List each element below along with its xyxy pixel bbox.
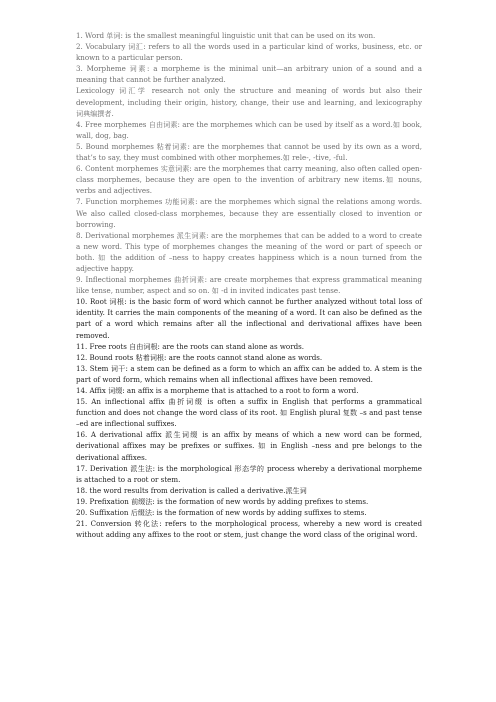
document-body: [76, 30, 422, 540]
definition-paragraph: 13. Stem 词干: a stem can be defined as a form to which an affix can be added to. A stem is the part of word form, which remains when all inflectional affixes have been removed.: [76, 363, 422, 384]
definition-paragraph: 3. Morpheme 词素: a morpheme is the minimal unit—an arbitrary union of a sound and a meaning that cannot be further analyzed.: [76, 64, 422, 85]
definition-paragraph: 12. Bound roots 粘着词根: are the roots cannot stand alone as words.: [76, 352, 323, 362]
definition-paragraph: 15. An inflectional affix 曲折词缀 is often a suffix in English that performs a grammatical function and does not change the word class of its root. 如 English plural 复数 –s and past tense –ed are inflectional suffixes.: [76, 397, 422, 429]
definition-paragraph: 1. Word 单词: is the smallest meaningful linguistic unit that can be used on its won.: [76, 31, 376, 40]
definition-paragraph: 9. Inflectional morphemes 曲折词素: are create morphemes that express grammatical meaning like tense, number, aspect and so on. 如 -d in invited indicates past tense.: [76, 275, 422, 296]
definition-paragraph: 17. Derivation 派生法: is the morphological 形态学的 process whereby a derivational morpheme is attached to a root or stem.: [76, 463, 422, 484]
definition-paragraph: Lexicology 词汇学 research not only the structure and meaning of words but also their development, including their origin, history, change, their use and learning, and lexicography 词典编撰者.: [76, 86, 422, 118]
definition-paragraph: 5. Bound morphemes 粘着词素: are the morphemes that cannot be used by its own as a word, that’s to say, they must combined with other morphemes.如 rele-, -tive, -ful.: [76, 141, 422, 163]
definition-paragraph: 19. Prefixation 前缀法: is the formation of new words by adding prefixes to stems.: [76, 496, 369, 506]
definition-paragraph: 14. Affix 词缀: an affix is a morpheme that is attached to a root to form a word.: [76, 386, 359, 395]
definition-paragraph: 11. Free roots 自由词根: are the roots can stand alone as words.: [76, 341, 305, 351]
definition-paragraph: 18. the word results from derivation is called a derivative.派生词: [76, 485, 307, 495]
definition-paragraph: 20. Suffixation 后缀法: is the formation of new words by adding suffixes to stems.: [76, 508, 367, 518]
definition-paragraph: 4. Free morphemes 自由词素: are the morphemes which can be used by itself as a word.如 book, wall, dog, bag.: [76, 119, 422, 140]
definition-paragraph: 6. Content morphemes 实意词素: are the morphemes that carry meaning, also often called open-class morphemes, because they are open to the invention of arbitrary new items.如 nouns, verbs and adjectives.: [76, 164, 422, 196]
definition-paragraph: 16. A derivational affix 派生词缀 is an affix by means of which a new word can be formed, derivational affixes may be prefixes or suffixes. 如 in English –ness and pre belongs to the derivational affixes.: [76, 430, 422, 462]
definition-paragraph: 10. Root 词根: is the basic form of word which cannot be further analyzed without total loss of identity. It carries the main components of the meaning of a word. It can also be defined as the part of a word which remains after all the inflectional and derivational affixes have been removed.: [76, 297, 422, 340]
definition-paragraph: 8. Derivational morphemes 派生词素: are the morphemes that can be added to a word to create a new word. This type of morphemes changes the meaning of the word or part of speech or both. 如 the addition of –ness to happy creates happiness which is a noun turned from the adjective happy.: [76, 230, 422, 273]
definition-paragraph: 21. Conversion 转化法: refers to the morphological process, whereby a new word is created without adding any affixes to the root or stem, just change the word class of the original word.: [76, 519, 422, 540]
definition-paragraph: 2. Vocabulary 词汇: refers to all the words used in a particular kind of works, business, etc. or known to a particular person.: [76, 42, 422, 63]
definition-paragraph: 7. Function morphemes 功能词素: are the morphemes which signal the relations among words. We also called closed-class morphemes, because they are essentially closed to invention or borrowing.: [76, 197, 422, 229]
